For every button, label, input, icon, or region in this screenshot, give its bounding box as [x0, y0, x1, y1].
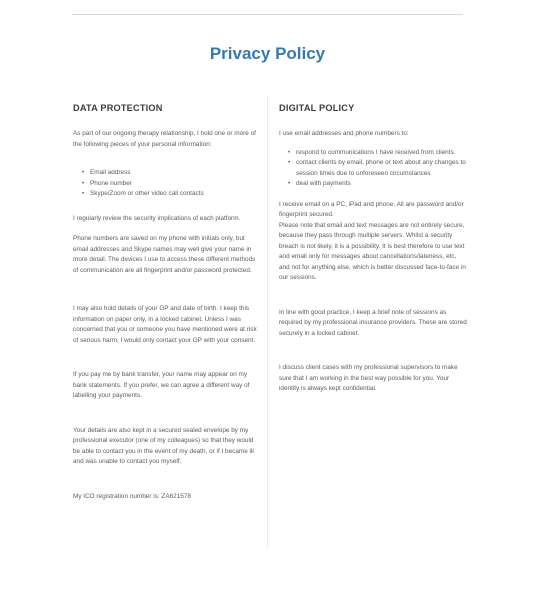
digital-policy-section [279, 102, 467, 404]
list-item: • respond to communications I have received from clients. [288, 148, 467, 159]
list-item: • Phone number [82, 179, 261, 190]
email-uses-list [288, 148, 467, 190]
ico-registration: My ICO registration number is: ZA621578 [73, 492, 191, 500]
list-item: • Skype/Zoom or other video call contacts [82, 189, 261, 200]
supervision-paragraph: I discuss client cases with my professional supervisors to make sure that I am working in the best way possible for you. Your identity is always kept confidential. [279, 364, 458, 392]
executor-paragraph: Your details are also kept in a secured sealed envelope by my professional executor (one of my colleagues) so that they would be able to contact you in the event of my death, or if I became ill and was unable to contact you myself. [73, 426, 254, 465]
digital-policy-intro: I use email addresses and phone numbers to: [279, 130, 409, 137]
list-item: • contact clients by email, phone or text about any changes to session times due to unforeseen circumstances [288, 158, 467, 179]
list-item: • Email address [82, 168, 261, 179]
personal-info-list [82, 168, 261, 200]
digital-policy-heading: DIGITAL POLICY [279, 103, 355, 113]
top-divider [72, 14, 463, 15]
security-review-paragraph: I regularly review the security implications of each platform. [73, 214, 241, 222]
session-notes-paragraph: In line with good practice, I keep a brief note of sessions as required by my professional insurance providers. These are stored securely in a locked cabinet. [279, 308, 467, 337]
email-security-paragraph: Please note that email and text messages are not entirely secure, because they pass through multiple servers. Whilst a security breach is not likely, it is a possibility. It is best therefore to use text and email only for messages about cancellations/lateness, etc, and not for anything else, which is better discussed face-to-face in our sessions. [279, 221, 466, 281]
device-protection-paragraph: Phone numbers are saved on my phone with initials only, but email addresses and Skype names may well give your name in more detail. The devices I use to access these different methods of communication are all fingerprint and/or password protected. [73, 235, 256, 274]
bank-transfer-paragraph: If you pay me by bank transfer, your name may appear on my bank statements. If you prefer, we can agree a different way of labelling your payments. [73, 371, 250, 399]
device-security-paragraph: I receive email on a PC, iPad and phone. All are password and/or fingerprint secured. [279, 200, 464, 218]
column-divider [267, 96, 268, 548]
data-protection-intro: As part of our ongoing therapy relationship, I hold one or more of the following pieces of your personal information: [73, 130, 256, 148]
list-item: • deal with payments [288, 179, 467, 190]
page-title: Privacy Policy [209, 44, 326, 63]
gp-details-paragraph: I may also hold details of your GP and date of birth. I keep this information on paper only, in a locked cabinet. Unless I was concerned that you or someone you have mentioned were at risk of serious harm, I would only contact your GP with your consent. [73, 305, 257, 344]
data-protection-section [73, 102, 261, 511]
data-protection-heading: DATA PROTECTION [73, 103, 163, 113]
